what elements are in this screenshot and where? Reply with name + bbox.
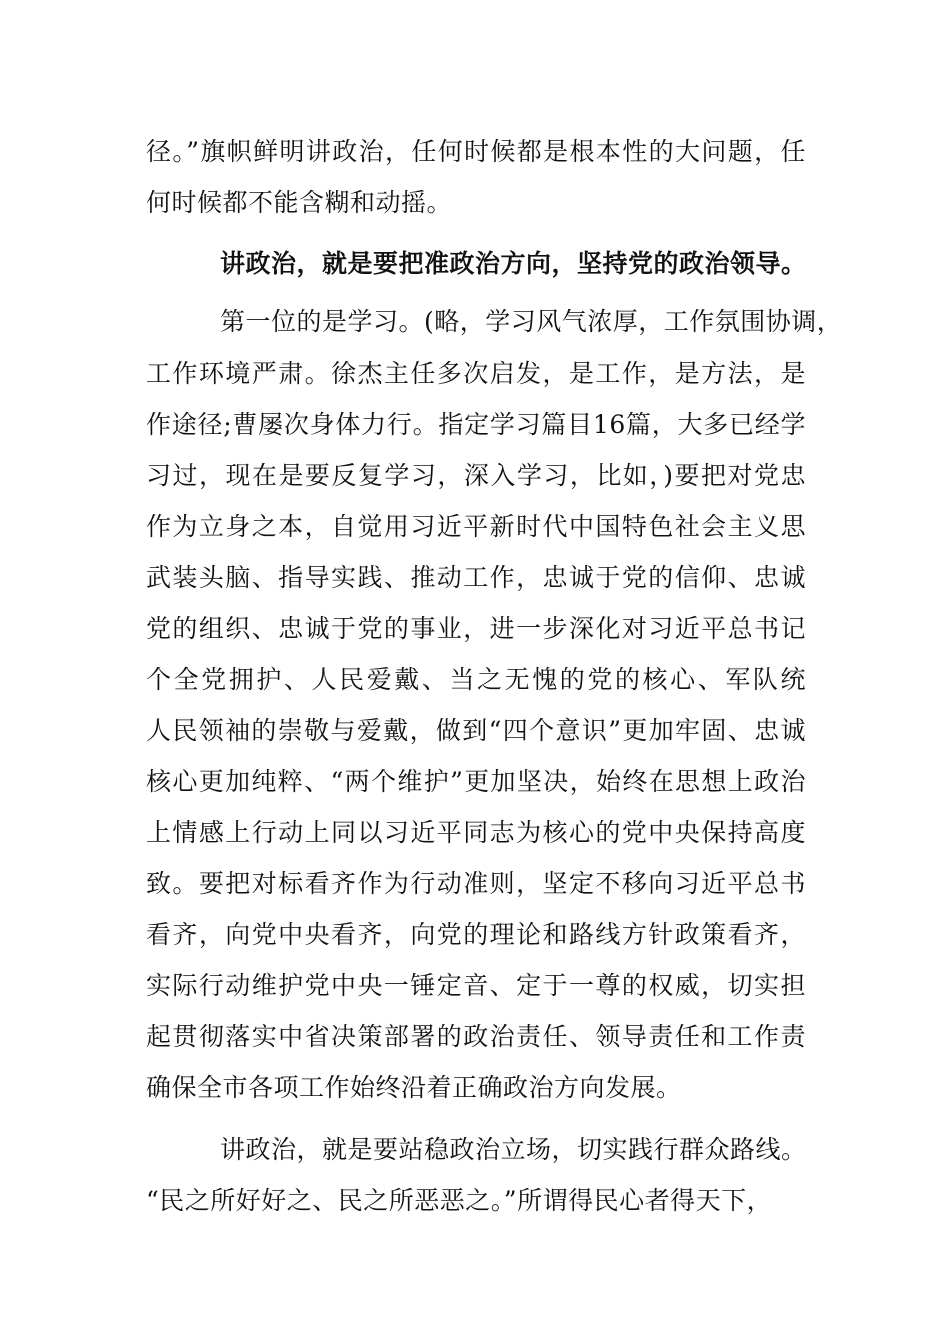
paragraph-line: 作途径;曹屡次身体力行。指定学习篇目16篇，大多已经学 (146, 410, 806, 439)
paragraph-line: 致。要把对标看齐作为行动准则，坚定不移向习近平总书 (146, 869, 806, 898)
paragraph-line: 工作环境严肃。徐杰主任多次启发，是工作，是方法，是 (146, 359, 806, 388)
paragraph-line: 党的组织、忠诚于党的事业，进一步深化对习近平总书记 (146, 614, 806, 643)
paragraph-line: 核心更加纯粹、“两个维护”更加坚决，始终在思想上政治 (146, 767, 806, 796)
paragraph-line: 讲政治，就是要站稳政治立场，切实践行群众路线。 (220, 1135, 807, 1164)
paragraph-line: 习过，现在是要反复学习，深入学习，比如，)要把对党忠 (146, 461, 806, 490)
paragraph-line: 人民领袖的崇敬与爱戴，做到“四个意识”更加牢固、忠诚 (146, 716, 806, 745)
paragraph-line: 作为立身之本，自觉用习近平新时代中国特色社会主义思 (146, 512, 806, 541)
paragraph-line: 武装头脑、指导实践、推动工作，忠诚于党的信仰、忠诚 (146, 563, 806, 592)
paragraph-line: 实际行动维护党中央一锤定音、定于一尊的权威，切实担 (146, 971, 806, 1000)
section-heading: 讲政治，就是要把准政治方向，坚持党的政治领导。 (220, 249, 807, 278)
paragraph-line: 何时候都不能含糊和动摇。 (146, 188, 453, 217)
paragraph-line: 第一位的是学习。(略，学习风气浓厚，工作氛围协调， (220, 307, 843, 336)
paragraph-line: 上情感上行动上同以习近平同志为核心的党中央保持高度 (146, 818, 806, 847)
paragraph-line: 看齐，向党中央看齐，向党的理论和路线方针政策看齐， (146, 920, 806, 949)
paragraph-line: 径。”旗帜鲜明讲政治，任何时候都是根本性的大问题，任 (146, 137, 806, 166)
paragraph-line: 起贯彻落实中省决策部署的政治责任、领导责任和工作责 (146, 1022, 806, 1051)
paragraph-line: “民之所好好之、民之所恶恶之。”所谓得民心者得天下， (146, 1186, 773, 1215)
paragraph-line: 确保全市各项工作始终沿着正确政治方向发展。 (146, 1073, 682, 1102)
paragraph-line: 个全党拥护、人民爱戴、当之无愧的党的核心、军队统 (146, 665, 806, 694)
